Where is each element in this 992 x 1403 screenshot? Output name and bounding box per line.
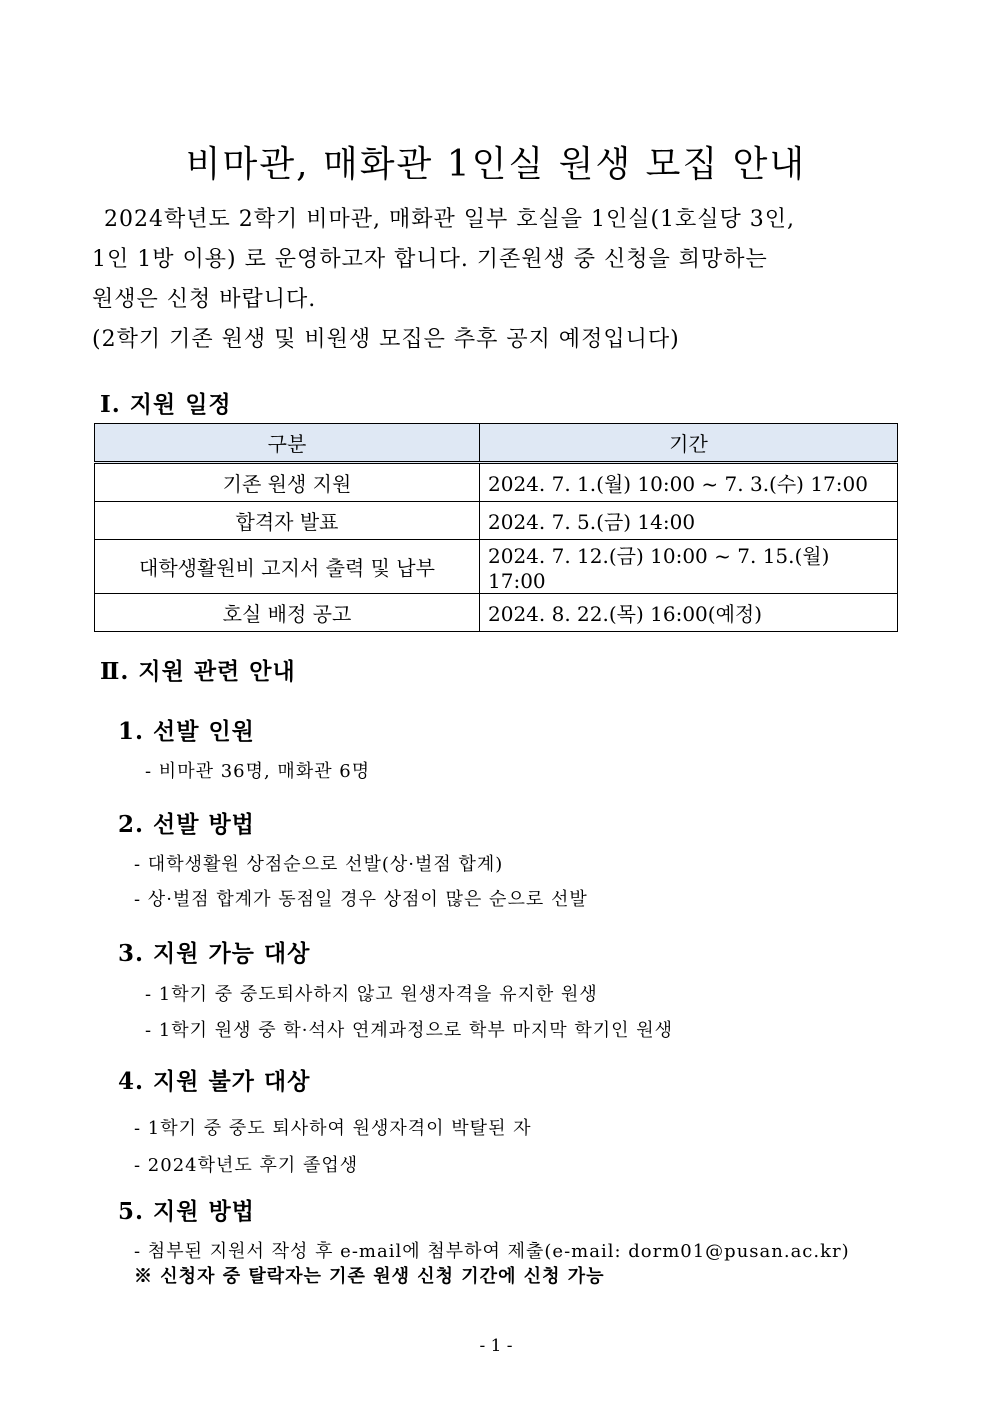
subsection-heading: 2. 선발 방법 [118, 811, 255, 838]
list-item: - 첨부된 지원서 작성 후 e-mail에 첨부하여 제출(e-mail: dorm01@pusan.ac.kr) [134, 1241, 850, 1262]
intro-line: (2학기 기존 원생 및 비원생 모집은 추후 공지 예정입니다) [92, 327, 680, 352]
row-label: 대학생활원비 고지서 출력 및 납부 [95, 540, 480, 594]
list-item: - 2024학년도 후기 졸업생 [134, 1155, 359, 1176]
section-heading-guide: Ⅱ. 지원 관련 안내 [100, 658, 296, 685]
page-title: 비마관, 매화관 1인실 원생 모집 안내 [185, 144, 807, 185]
intro-line: 원생은 신청 바랍니다. [92, 287, 317, 312]
table-row [95, 540, 898, 594]
intro-line: 1인 1방 이용) 로 운영하고자 합니다. 기존원생 중 신청을 희망하는 [92, 247, 768, 272]
note-text: ※ 신청자 중 탈락자는 기존 원생 신청 기간에 신청 가능 [134, 1266, 605, 1287]
row-label: 호실 배정 공고 [95, 594, 480, 632]
table-row [95, 502, 898, 540]
intro-line: 2024학년도 2학기 비마관, 매화관 일부 호실을 1인실(1호실당 3인, [104, 207, 796, 232]
list-item: - 1학기 중 중도 퇴사하여 원생자격이 박탈된 자 [134, 1118, 532, 1139]
table-header-row [95, 424, 898, 463]
row-period: 2024. 7. 1.(월) 10:00 ~ 7. 3.(수) 17:00 [480, 463, 898, 502]
list-item: - 1학기 중 중도퇴사하지 않고 원생자격을 유지한 원생 [145, 984, 598, 1005]
table-row [95, 463, 898, 502]
subsection-heading: 3. 지원 가능 대상 [118, 940, 311, 967]
row-label: 기존 원생 지원 [95, 463, 480, 502]
section-heading-schedule: Ⅰ. 지원 일정 [100, 391, 232, 418]
subsection-heading: 1. 선발 인원 [118, 718, 255, 745]
row-period: 2024. 7. 12.(금) 10:00 ~ 7. 15.(월) 17:00 [480, 540, 898, 594]
subsection-heading: 4. 지원 불가 대상 [118, 1068, 311, 1095]
list-item: - 1학기 원생 중 학·석사 연계과정으로 학부 마지막 학기인 원생 [145, 1020, 674, 1041]
table-header-cell: 구분 [95, 424, 480, 463]
row-period: 2024. 7. 5.(금) 14:00 [480, 502, 898, 540]
table-row [95, 594, 898, 632]
page-number: - 1 - [479, 1336, 513, 1356]
row-label: 합격자 발표 [95, 502, 480, 540]
list-item: - 상·벌점 합계가 동점일 경우 상점이 많은 순으로 선발 [134, 889, 588, 910]
list-item: - 비마관 36명, 매화관 6명 [145, 761, 371, 782]
row-period: 2024. 8. 22.(목) 16:00(예정) [480, 594, 898, 632]
intro-paragraph [92, 200, 892, 360]
subsection-heading: 5. 지원 방법 [118, 1198, 255, 1225]
list-item: - 대학생활원 상점순으로 선발(상·벌점 합계) [134, 854, 504, 875]
table-header-cell: 기간 [480, 424, 898, 463]
schedule-table [94, 423, 898, 632]
